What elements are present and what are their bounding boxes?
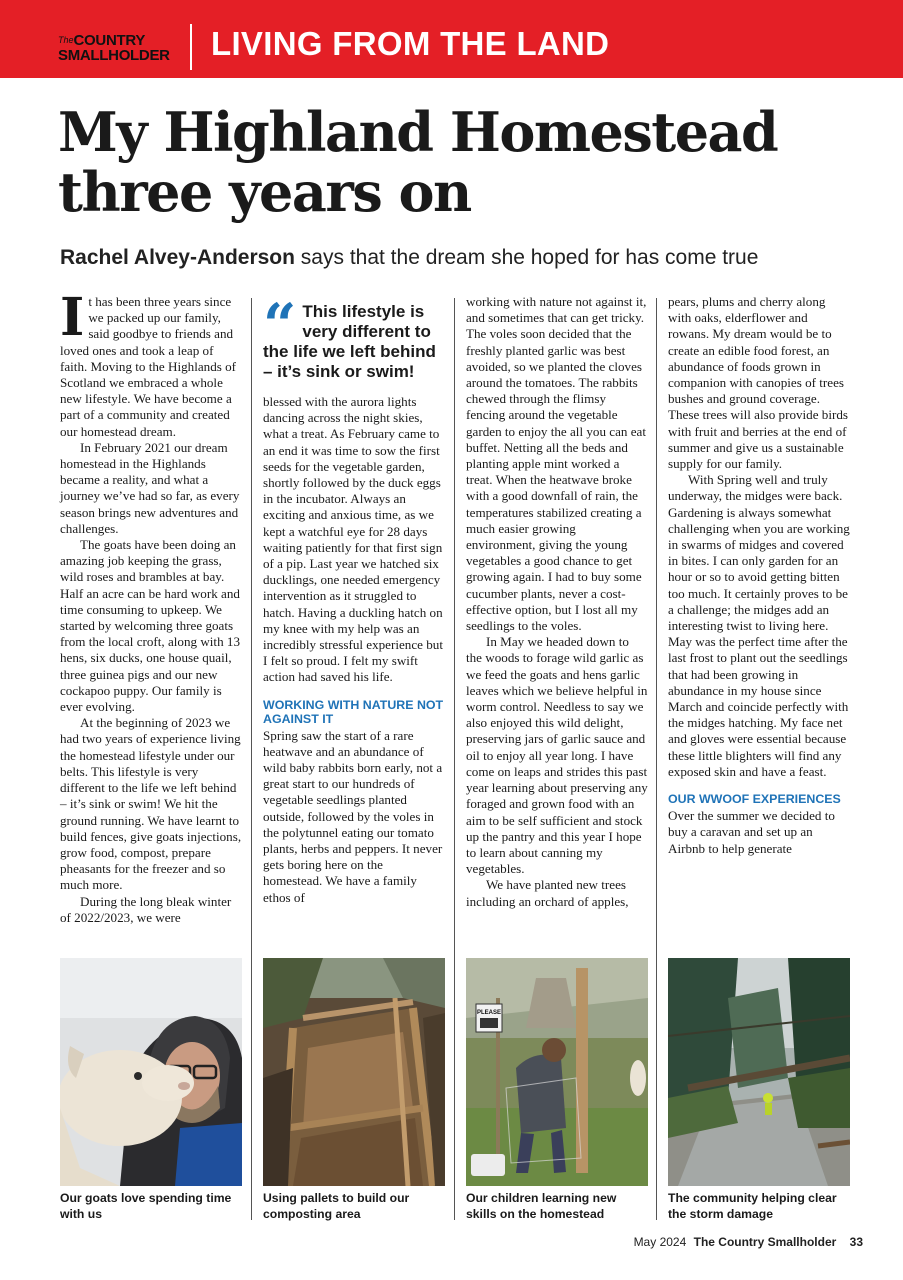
article-title: My Highland Homestead three years on [58, 100, 778, 224]
drop-cap: I [60, 287, 85, 348]
column-rule [656, 298, 657, 1220]
paragraph: At the beginning of 2023 we had two years of experience living the homestead lifestyle under our belts. This lifestyle is very different to the life we left behind – it’s sink or swim! We hit the ground running. We have learnt to build fences, give goats injections, grow food, compost, prepare pheasants for the freezer and so much more. [60, 715, 242, 893]
paragraph: With Spring well and truly underway, the midges were back. Gardening is always somewhat challenging when you are working in swarms of midges and covered in bites. I can only garden for an hour or so to avoid getting bitten too much. It certainly proves to be a challenge; the midges add an interesting twist to living here. May was the perfect time after the last frost to plant out the seedlings that had been growing in abundance in my house since March and coincide perfectly with the midges hatching. My face net and gloves were essential because these little blighters will find any exposed skin and have a feast. [668, 472, 850, 779]
paragraph: blessed with the aurora lights dancing across the night skies, what a treat. As February came to an end it was time to sow the first seeds for the vegetable garden, shortly followed by the duck eggs in the incubator. Always an exciting and anxious time, as we kept a watchful eye for 28 days waiting patiently for that first sign of a pip. Last year we hatched six ducklings, one needed emergency intervention as it struggled to hatch. Having a duckling hatch on my knee with my help was an incredibly stressful experience but I felt so proud. I felt my swift action had saved his life. [263, 394, 443, 685]
pull-quote-text: This lifestyle is very different to the life we left behind – it’s sink or swim! [263, 302, 436, 381]
photo-caption: Our children learning new skills on the homestead [466, 1191, 617, 1221]
photo-caption: Our goats love spending time with us [60, 1191, 232, 1221]
logo-the: The [58, 35, 74, 45]
paragraph: In May we headed down to the woods to forage wild garlic as we feed the goats and hens garlic leaves which we believe helpful in worm control. Needless to say we also enjoyed this wild delight, preserving jars of garlic sauce and oil to enjoy all year long. I have come on leaps and strides this past year learning about preserving any foraged and grown food with an aim to be self sufficient and stock up the pantry and this year I hope to learn about canning my vegetables. [466, 634, 648, 877]
page-footer [634, 1235, 863, 1249]
standfirst [60, 246, 758, 270]
pull-quote [263, 291, 445, 382]
banner-divider [190, 24, 192, 70]
photo-storm [668, 958, 850, 1186]
paragraph: During the long bleak winter of 2022/2023, we were [60, 893, 232, 925]
photo-goats [60, 958, 242, 1186]
byline-author: Rachel Alvey-Anderson [60, 246, 295, 269]
logo-line-1: COUNTRY [73, 32, 146, 49]
quote-mark-icon: “ [263, 291, 297, 359]
logo-line-2: SMALLHOLDER [58, 47, 170, 64]
paragraph: Spring saw the start of a rare heatwave and an abundance of wild baby rabbits born early, not a great start to our hundreds of vegetable seedlings planted outside, followed by the voles in the polytunnel eating our tomato plants, herbs and peppers. It never gets boring here on the homestead. We have a family ethos of [263, 727, 443, 905]
page-number: 33 [849, 1235, 863, 1249]
paragraph: In February 2021 our dream homestead in the Highlands became a reality, and what a journey we’ve had so far, as every season brings new adventures and challenges. [60, 439, 240, 536]
paragraph: Over the summer we decided to buy a caravan and set up an Airbnb to help generate [668, 808, 835, 856]
paragraph: working with nature not against it, and sometimes that can get tricky. The voles soon decided that the freshly planted garlic was best avoided, so we planted the cloves around the tomatoes. The rabbits chewed through the flimsy fencing around the vegetable garden to enjoy the all you can eat buffet. Netting all the beds and planting apple mint worked a treat. When the heatwave broke with a good downfall of rain, the temperatures stabilized creating a much easier growing environment, giving the young vegetables a good chance to get growing again. I had to buy some cucumber plants, never a cost-effective option, but I lost all my seedlings to the voles. [466, 294, 647, 634]
section-title: LIVING FROM THE LAND [211, 25, 610, 62]
photo-compost [263, 958, 445, 1186]
subheading: WORKING WITH NATURE NOT AGAINST IT [263, 697, 444, 726]
magazine-name: The Country Smallholder [693, 1235, 837, 1249]
column-rule [454, 298, 455, 1220]
body-column-2 [263, 291, 445, 906]
column-rule [251, 298, 252, 1220]
issue-date: May 2024 [633, 1235, 687, 1249]
paragraph: The goats have been doing an amazing job keeping the grass, wild roses and brambles at bay. Half an acre can be hard work and time consuming to upkeep. We started by welcoming three goats from the local croft, along with 13 hens, six ducks, one house quail, three guinea pigs and our new cockapoo puppy. Our family is ever evolving. [60, 537, 240, 715]
photo-caption: The community helping clear the storm damage [668, 1191, 837, 1221]
sign-text: PLEASE [476, 1010, 502, 1016]
paragraph: We have planted new trees including an orchard of apples, [466, 877, 629, 909]
byline-rest: says that the dream she hoped for has come true [294, 246, 759, 269]
paragraph: pears, plums and cherry along with oaks, elderflower and rowans. My dream would be to create an edible food forest, an abundance of foods grown in companion with canopies of trees bushes and ground coverage. These trees will also provide birds with fruit and berries at the end of summer and give us a sustainable supply for our family. [668, 294, 848, 472]
subheading: OUR WWOOF EXPERIENCES [668, 792, 841, 807]
paragraph: It has been three years since we packed up our family, said goodbye to friends and loved ones and took a leap of faith. Moving to the Highlands of Scotland we embraced a whole new lifestyle. We have become a part of a community and created our homestead dream. [60, 287, 237, 439]
body-column-1 [60, 287, 242, 926]
body-column-3 [466, 294, 648, 910]
photo-caption: Using pallets to build our composting area [263, 1191, 410, 1221]
magazine-logo [58, 33, 170, 63]
body-column-4 [668, 294, 850, 857]
photo-children [466, 958, 648, 1186]
